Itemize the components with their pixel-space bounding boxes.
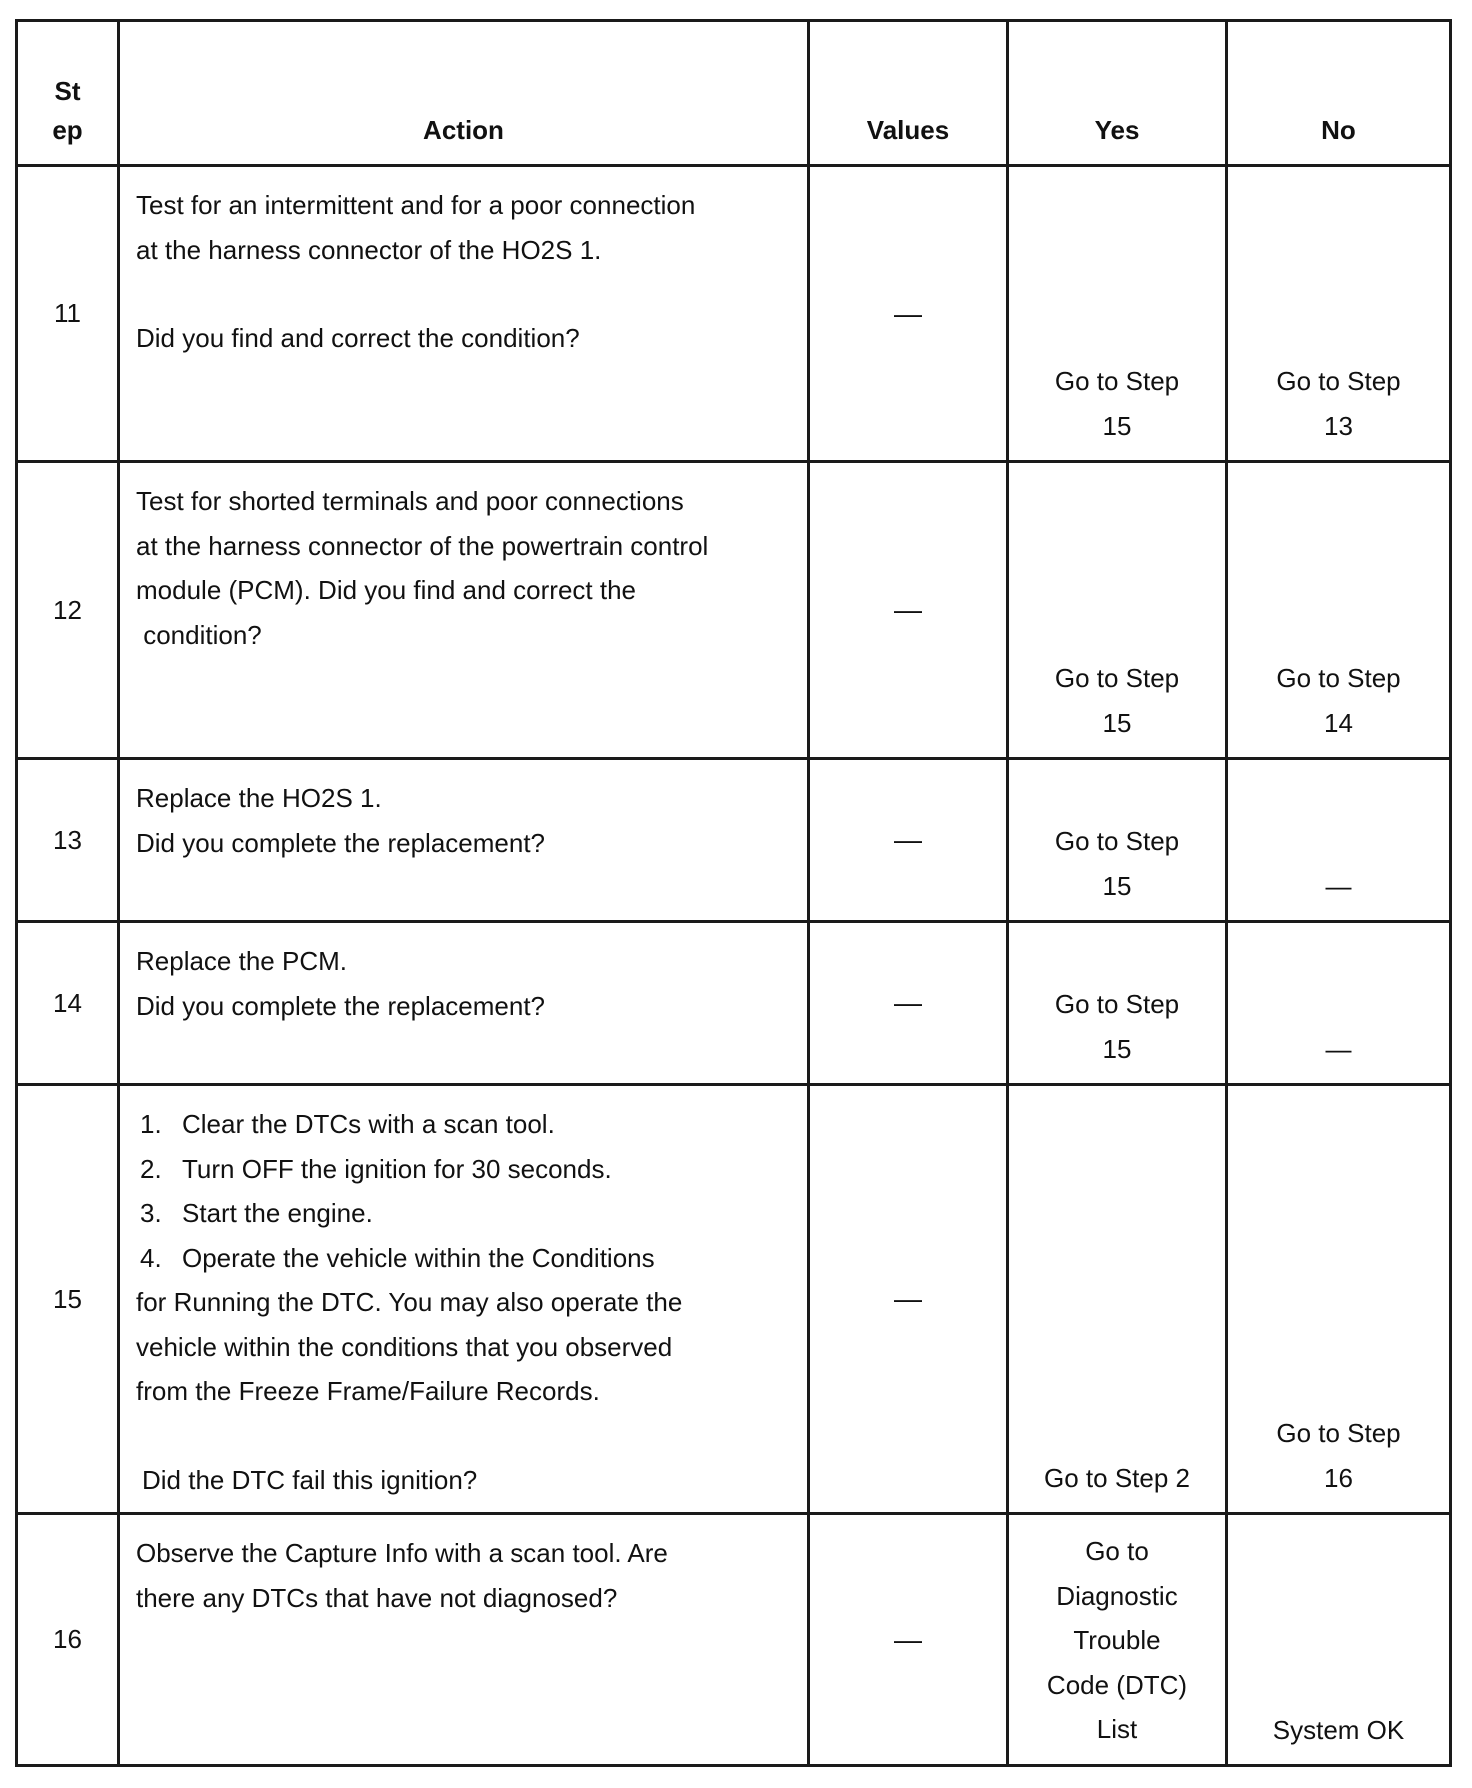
table-row: [17, 1085, 1451, 1514]
step-number: 16: [17, 1514, 119, 1766]
action-cell: 1. Clear the DTCs with a scan tool. 2. Turn OFF the ignition for 30 seconds. 3. Start the engine. 4. Operate the vehicle within the Conditions for Running the DTC. You may also operate the vehicle within the conditions that you observed from the Freeze Frame/Failure Records. Did the DTC fail this ignition?: [119, 1085, 809, 1514]
values-cell: —: [809, 1514, 1008, 1766]
table-row: [17, 166, 1451, 462]
step-number: 12: [17, 462, 119, 759]
list-item: 4. Operate the vehicle within the Conditions: [140, 1242, 655, 1273]
yes-cell: Go to Step 2: [1008, 1085, 1227, 1514]
header-row: [17, 21, 1451, 166]
values-cell: —: [809, 922, 1008, 1085]
yes-cell: Go to Step 15: [1008, 759, 1227, 922]
table-row: [17, 1514, 1451, 1766]
table-row: [17, 462, 1451, 759]
header-no: No: [1227, 21, 1451, 166]
values-cell: —: [809, 1085, 1008, 1514]
yes-cell: Go to Step 15: [1008, 462, 1227, 759]
header-action: Action: [119, 21, 809, 166]
step-number: 15: [17, 1085, 119, 1514]
no-cell: System OK: [1227, 1514, 1451, 1766]
action-cell: Replace the PCM. Did you complete the replacement?: [119, 922, 809, 1085]
action-cell: Test for an intermittent and for a poor connection at the harness connector of the HO2S 1. Did you find and correct the condition?: [119, 166, 809, 462]
header-yes: Yes: [1008, 21, 1227, 166]
list-item: 3. Start the engine.: [140, 1198, 373, 1228]
table-row: [17, 759, 1451, 922]
no-cell: —: [1227, 759, 1451, 922]
header-values: Values: [809, 21, 1008, 166]
diagnostic-table: [15, 19, 1452, 1767]
yes-cell: Go to Step 15: [1008, 166, 1227, 462]
list-item: 1. Clear the DTCs with a scan tool.: [140, 1109, 555, 1139]
table-row: [17, 922, 1451, 1085]
values-cell: —: [809, 759, 1008, 922]
yes-cell: Go to Diagnostic Trouble Code (DTC) List: [1008, 1514, 1227, 1766]
action-question: Did the DTC fail this ignition?: [142, 1464, 478, 1495]
step-number: 13: [17, 759, 119, 922]
list-item: 2. Turn OFF the ignition for 30 seconds.: [140, 1153, 612, 1184]
action-cell: Replace the HO2S 1. Did you complete the replacement?: [119, 759, 809, 922]
step-number: 11: [17, 166, 119, 462]
values-cell: —: [809, 462, 1008, 759]
no-cell: Go to Step 14: [1227, 462, 1451, 759]
action-cell: Test for shorted terminals and poor connections at the harness connector of the powertrain control module (PCM). Did you find and correct the condition?: [119, 462, 809, 759]
step-number: 14: [17, 922, 119, 1085]
action-question: Did you find and correct the condition?: [136, 323, 580, 353]
action-cell: Observe the Capture Info with a scan tool. Are there any DTCs that have not diagnosed?: [119, 1514, 809, 1766]
yes-cell: Go to Step 15: [1008, 922, 1227, 1085]
values-cell: —: [809, 166, 1008, 462]
no-cell: —: [1227, 922, 1451, 1085]
header-step: St ep: [17, 21, 119, 166]
no-cell: Go to Step 16: [1227, 1085, 1451, 1514]
no-cell: Go to Step 13: [1227, 166, 1451, 462]
